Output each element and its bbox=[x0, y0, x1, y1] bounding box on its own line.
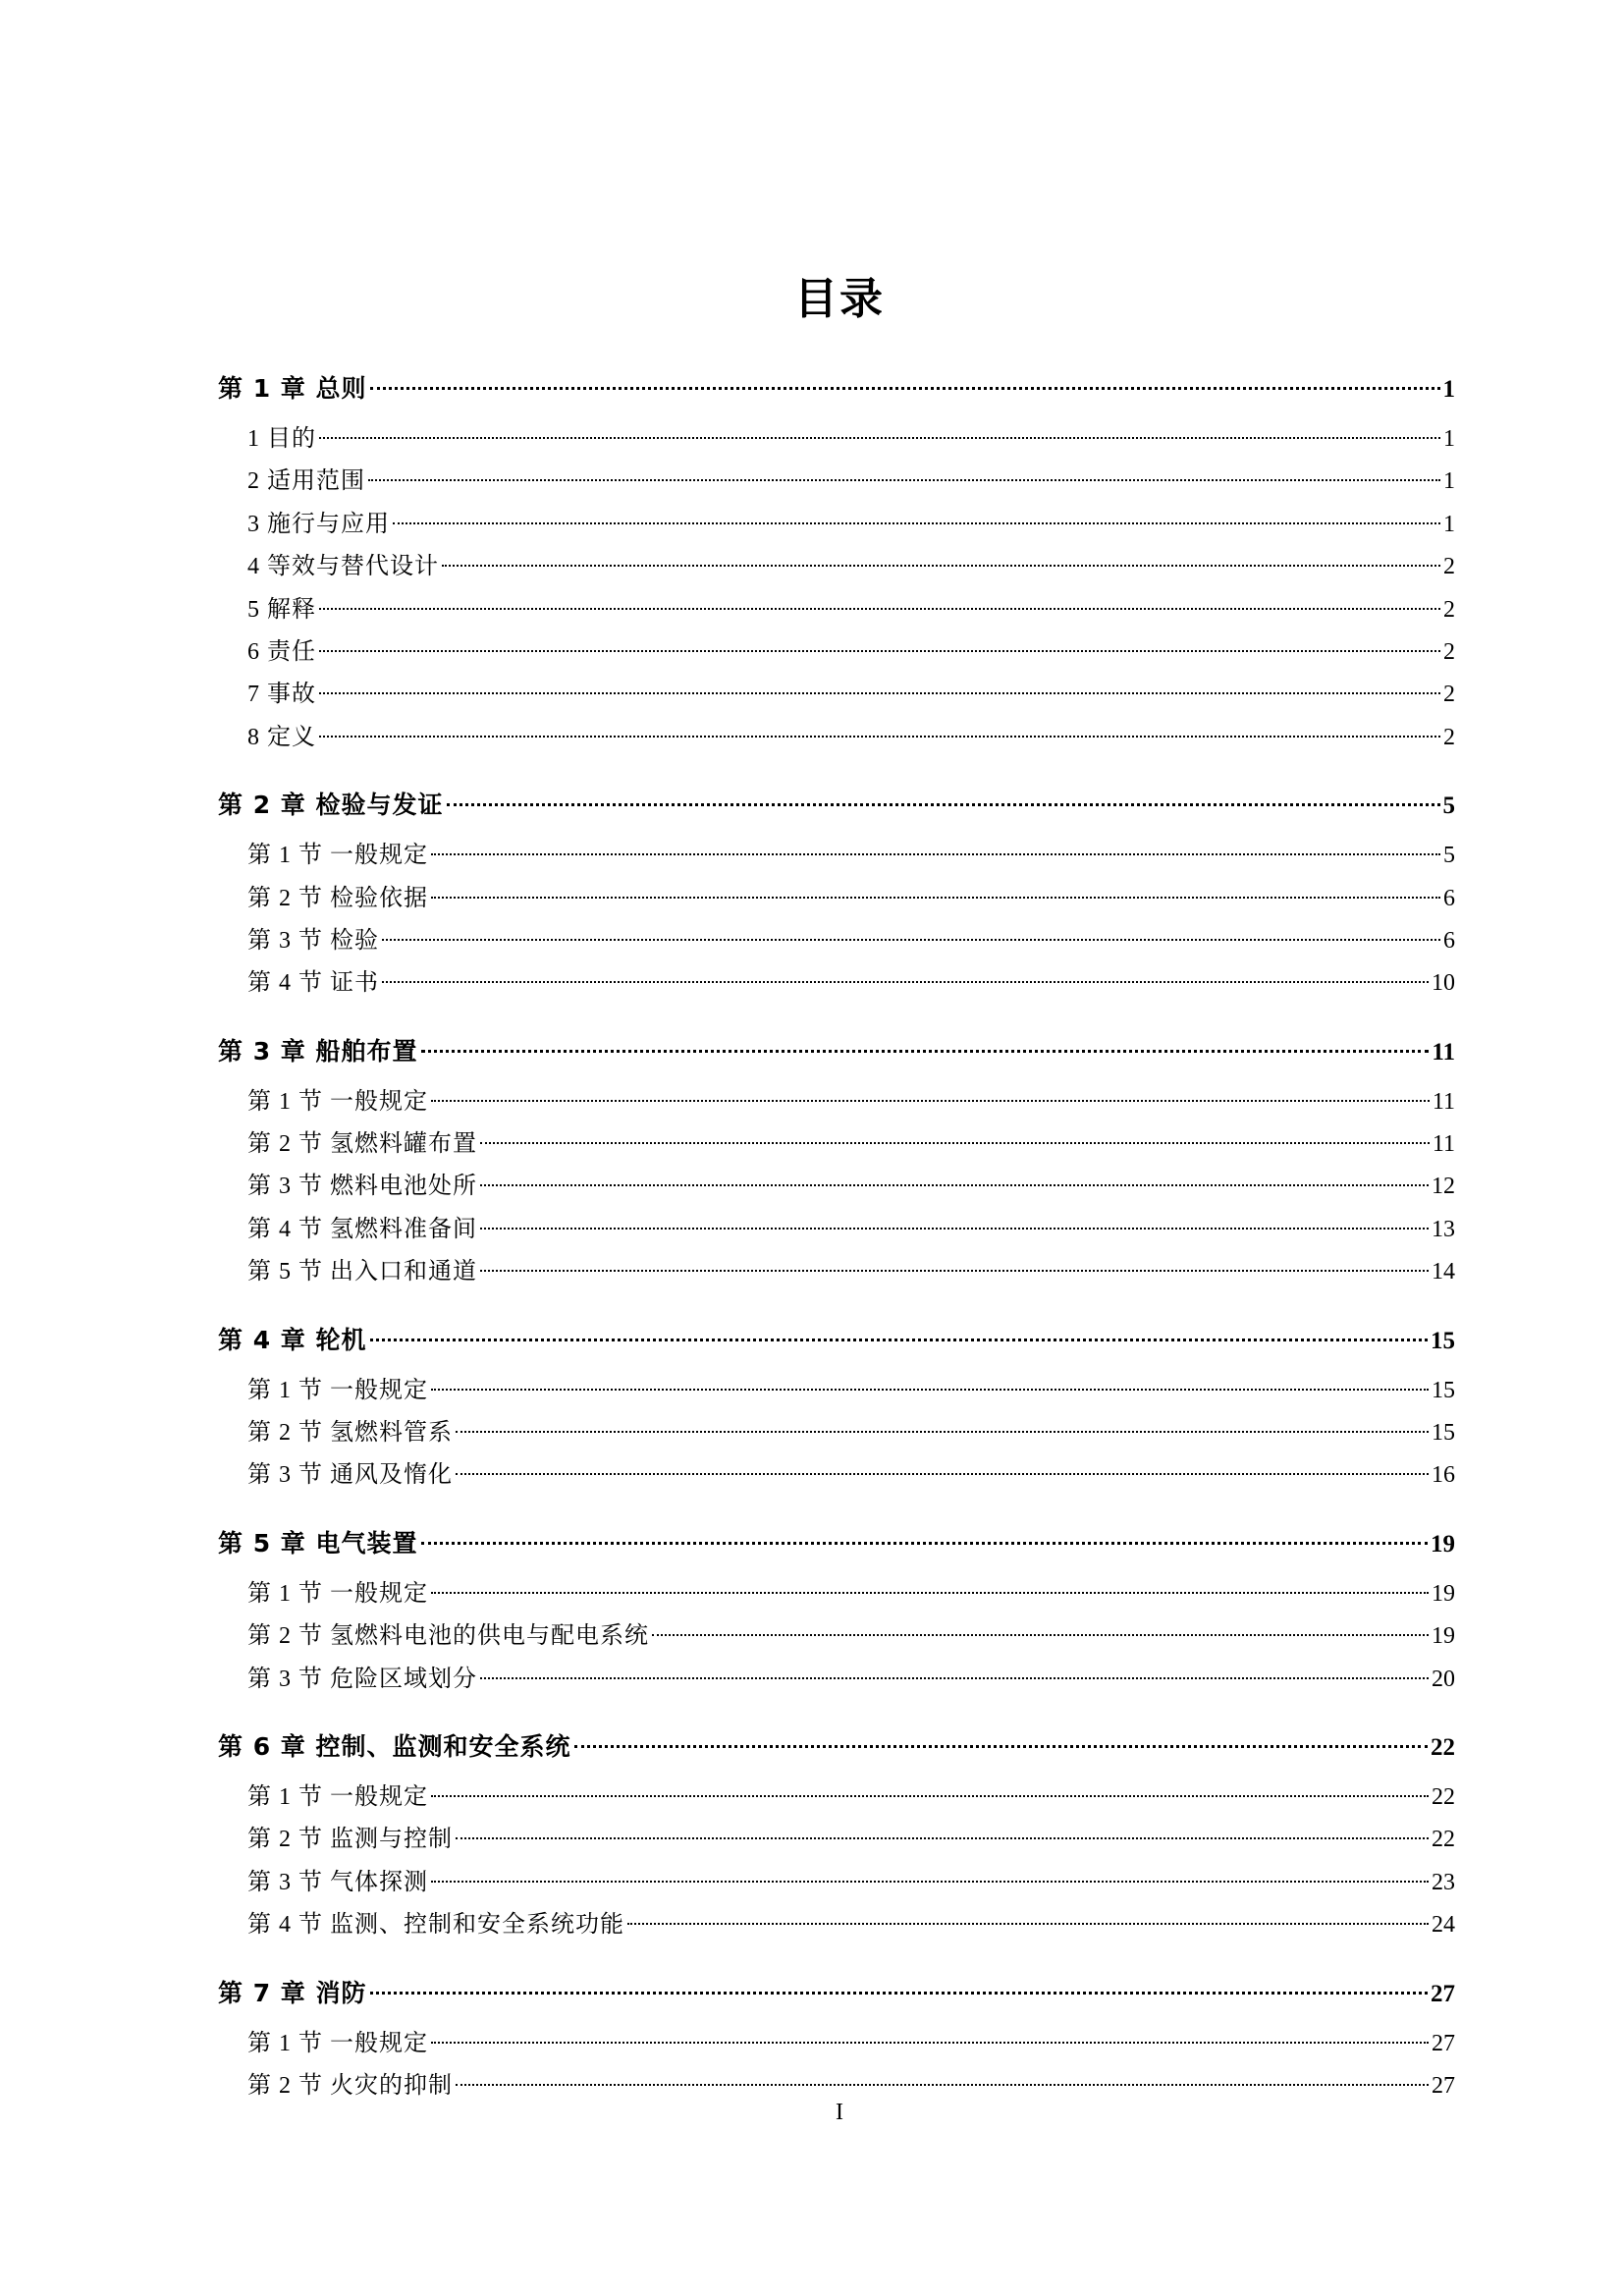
toc-dot-leader bbox=[652, 1634, 1429, 1636]
toc-section-page: 2 bbox=[1443, 638, 1455, 665]
toc-chapter-entry[interactable] bbox=[218, 1022, 1455, 1081]
toc-section-entry[interactable] bbox=[218, 835, 1455, 877]
toc-dot-leader bbox=[382, 981, 1429, 983]
toc-section-title: 第 2 节 检验依据 bbox=[247, 885, 428, 911]
toc-dot-leader bbox=[370, 1339, 1428, 1341]
toc-section-title: 第 3 节 通风及惰化 bbox=[247, 1462, 453, 1489]
toc-dot-leader bbox=[431, 853, 1440, 855]
toc-section-page: 11 bbox=[1432, 1131, 1455, 1158]
toc-section-title: 第 3 节 燃料电池处所 bbox=[247, 1174, 477, 1200]
toc-section-entry[interactable] bbox=[218, 504, 1455, 546]
toc-section-page: 19 bbox=[1432, 1623, 1455, 1650]
toc-dot-leader bbox=[431, 1881, 1429, 1883]
toc-section-entry[interactable] bbox=[218, 2023, 1455, 2065]
toc-dot-leader bbox=[431, 897, 1440, 899]
toc-section-entry[interactable] bbox=[218, 1819, 1455, 1861]
toc-section-title: 第 1 节 一般规定 bbox=[247, 843, 428, 869]
toc-chapter-entry[interactable] bbox=[218, 1514, 1455, 1573]
toc-section-entry[interactable] bbox=[218, 878, 1455, 920]
toc-chapter-page: 1 bbox=[1442, 376, 1455, 403]
toc-dot-leader bbox=[421, 1050, 1430, 1053]
toc-section-title: 7 事故 bbox=[247, 682, 316, 708]
toc-section-title: 第 2 节 火灾的抑制 bbox=[247, 2072, 453, 2099]
toc-section-page: 15 bbox=[1432, 1377, 1455, 1403]
toc-chapter-entry[interactable] bbox=[218, 776, 1455, 835]
toc-section-title: 6 责任 bbox=[247, 638, 316, 665]
toc-chapter-page: 27 bbox=[1431, 1980, 1455, 2007]
toc-section-page: 6 bbox=[1443, 885, 1455, 911]
toc-section-entry[interactable] bbox=[218, 962, 1455, 1005]
toc-section-title: 第 1 节 一般规定 bbox=[247, 2030, 428, 2056]
toc-section-entry[interactable] bbox=[218, 1370, 1455, 1412]
toc-section-page: 27 bbox=[1432, 2072, 1455, 2099]
page-title: 目录 bbox=[794, 274, 885, 324]
toc-section-title: 第 1 节 一般规定 bbox=[247, 1783, 428, 1810]
toc-section-page: 2 bbox=[1443, 596, 1455, 623]
toc-section-page: 2 bbox=[1443, 724, 1455, 750]
toc-section-entry[interactable] bbox=[218, 717, 1455, 759]
toc-dot-leader bbox=[456, 1431, 1429, 1433]
toc-section-page: 20 bbox=[1432, 1666, 1455, 1692]
toc-dot-leader bbox=[456, 1837, 1429, 1839]
toc-dot-leader bbox=[319, 736, 1440, 738]
toc-dot-leader bbox=[393, 522, 1440, 524]
toc-dot-leader bbox=[319, 608, 1440, 610]
toc-dot-leader bbox=[480, 1142, 1430, 1144]
toc-chapter-page: 11 bbox=[1432, 1038, 1455, 1066]
toc-dot-leader bbox=[480, 1270, 1429, 1272]
toc-section-title: 1 目的 bbox=[247, 426, 316, 452]
toc-dot-leader bbox=[480, 1228, 1429, 1230]
toc-dot-leader bbox=[370, 387, 1440, 390]
toc-section-title: 第 4 节 证书 bbox=[247, 970, 379, 997]
toc-section-page: 23 bbox=[1432, 1869, 1455, 1895]
toc-section-entry[interactable] bbox=[218, 1777, 1455, 1819]
toc-dot-leader bbox=[574, 1745, 1428, 1748]
toc-section-entry[interactable] bbox=[218, 1904, 1455, 1946]
toc-section-page: 1 bbox=[1443, 468, 1455, 495]
toc-section-title: 8 定义 bbox=[247, 724, 316, 750]
toc-dot-leader bbox=[431, 2042, 1429, 2044]
toc-dot-leader bbox=[456, 2084, 1429, 2086]
toc-section-page: 2 bbox=[1443, 554, 1455, 580]
toc-section-entry[interactable] bbox=[218, 631, 1455, 674]
toc-section-entry[interactable] bbox=[218, 1209, 1455, 1251]
toc-section-page: 11 bbox=[1432, 1088, 1455, 1115]
toc-section-entry[interactable] bbox=[218, 1166, 1455, 1208]
toc-section-entry[interactable] bbox=[218, 1081, 1455, 1123]
toc-section-page: 19 bbox=[1432, 1580, 1455, 1607]
toc-chapter-title: 第 1 章 总则 bbox=[218, 374, 367, 403]
toc-section-page: 2 bbox=[1443, 682, 1455, 708]
toc-chapter-entry[interactable] bbox=[218, 1964, 1455, 2023]
toc-section-title: 第 2 节 氢燃料罐布置 bbox=[247, 1131, 477, 1158]
toc-section-entry[interactable] bbox=[218, 1251, 1455, 1293]
toc-dot-leader bbox=[442, 565, 1440, 567]
toc-section-entry[interactable] bbox=[218, 1573, 1455, 1615]
toc-section-title: 第 2 节 监测与控制 bbox=[247, 1827, 453, 1853]
toc-section-title: 第 1 节 一般规定 bbox=[247, 1088, 428, 1115]
toc-chapter-page: 22 bbox=[1431, 1733, 1455, 1761]
toc-section-title: 4 等效与替代设计 bbox=[247, 554, 439, 580]
toc-dot-leader bbox=[431, 1795, 1429, 1797]
toc-section-entry[interactable] bbox=[218, 461, 1455, 503]
toc-section-entry[interactable] bbox=[218, 418, 1455, 461]
toc-section-page: 1 bbox=[1443, 426, 1455, 452]
toc-section-title: 第 1 节 一般规定 bbox=[247, 1377, 428, 1403]
toc-dot-leader bbox=[319, 692, 1440, 694]
toc-section-page: 6 bbox=[1443, 927, 1455, 954]
toc-section-title: 第 3 节 检验 bbox=[247, 927, 379, 954]
toc-section-page: 14 bbox=[1432, 1259, 1455, 1285]
toc-section-page: 12 bbox=[1432, 1174, 1455, 1200]
toc-dot-leader bbox=[421, 1542, 1428, 1545]
toc-dot-leader bbox=[431, 1100, 1430, 1102]
toc-dot-leader bbox=[480, 1184, 1429, 1186]
toc-dot-leader bbox=[431, 1389, 1429, 1391]
toc-section-title: 第 1 节 一般规定 bbox=[247, 1580, 428, 1607]
toc-dot-leader bbox=[431, 1592, 1429, 1594]
toc-section-entry[interactable] bbox=[218, 1454, 1455, 1497]
toc-dot-leader bbox=[319, 650, 1440, 652]
toc-section-entry[interactable] bbox=[218, 1862, 1455, 1904]
toc-chapter-entry[interactable] bbox=[218, 1311, 1455, 1370]
toc-section-page: 27 bbox=[1432, 2030, 1455, 2056]
page-number: I bbox=[836, 2100, 843, 2125]
toc-section-entry[interactable] bbox=[218, 1615, 1455, 1658]
toc-section-title: 2 适用范围 bbox=[247, 468, 365, 495]
toc-section-title: 第 2 节 氢燃料电池的供电与配电系统 bbox=[247, 1623, 649, 1650]
toc-dot-leader bbox=[368, 479, 1440, 481]
toc-chapter-entry[interactable] bbox=[218, 1718, 1455, 1777]
toc-section-title: 第 5 节 出入口和通道 bbox=[247, 1259, 477, 1285]
toc-section-title: 第 3 节 危险区域划分 bbox=[247, 1666, 477, 1692]
table-of-contents bbox=[218, 359, 1455, 2107]
toc-section-title: 3 施行与应用 bbox=[247, 511, 390, 537]
toc-dot-leader bbox=[480, 1677, 1429, 1679]
toc-section-page: 10 bbox=[1432, 970, 1455, 997]
toc-section-page: 16 bbox=[1432, 1462, 1455, 1489]
toc-dot-leader bbox=[456, 1473, 1429, 1475]
toc-section-page: 15 bbox=[1432, 1420, 1455, 1447]
toc-section-title: 第 2 节 氢燃料管系 bbox=[247, 1420, 453, 1447]
toc-chapter-entry[interactable] bbox=[218, 359, 1455, 418]
toc-section-title: 第 3 节 气体探测 bbox=[247, 1869, 428, 1895]
toc-dot-leader bbox=[319, 437, 1440, 439]
toc-chapter-title: 第 4 章 轮机 bbox=[218, 1325, 367, 1354]
toc-chapter-title: 第 7 章 消防 bbox=[218, 1978, 367, 2007]
toc-dot-leader bbox=[382, 939, 1440, 941]
toc-section-entry[interactable] bbox=[218, 1123, 1455, 1166]
toc-section-entry[interactable] bbox=[218, 1412, 1455, 1454]
toc-chapter-title: 第 6 章 控制、监测和安全系统 bbox=[218, 1731, 571, 1761]
toc-section-page: 22 bbox=[1432, 1783, 1455, 1810]
toc-section-entry[interactable] bbox=[218, 589, 1455, 631]
toc-dot-leader bbox=[627, 1923, 1429, 1925]
toc-section-page: 5 bbox=[1443, 843, 1455, 869]
toc-section-entry[interactable] bbox=[218, 546, 1455, 588]
toc-chapter-page: 15 bbox=[1431, 1327, 1455, 1354]
toc-section-title: 第 4 节 氢燃料准备间 bbox=[247, 1216, 477, 1242]
toc-section-entry[interactable] bbox=[218, 1659, 1455, 1701]
toc-section-title: 第 4 节 监测、控制和安全系统功能 bbox=[247, 1912, 624, 1939]
toc-section-entry[interactable] bbox=[218, 920, 1455, 962]
toc-section-page: 13 bbox=[1432, 1216, 1455, 1242]
toc-chapter-title: 第 2 章 检验与发证 bbox=[218, 791, 444, 820]
toc-chapter-page: 19 bbox=[1431, 1530, 1455, 1558]
toc-chapter-page: 5 bbox=[1442, 793, 1455, 820]
toc-section-title: 5 解释 bbox=[247, 596, 316, 623]
toc-section-page: 22 bbox=[1432, 1827, 1455, 1853]
toc-section-entry[interactable] bbox=[218, 674, 1455, 716]
toc-chapter-title: 第 5 章 电气装置 bbox=[218, 1528, 418, 1558]
toc-dot-leader bbox=[370, 1992, 1428, 1995]
toc-dot-leader bbox=[447, 803, 1440, 806]
toc-section-page: 24 bbox=[1432, 1912, 1455, 1939]
toc-section-page: 1 bbox=[1443, 511, 1455, 537]
toc-chapter-title: 第 3 章 船舶布置 bbox=[218, 1036, 418, 1066]
